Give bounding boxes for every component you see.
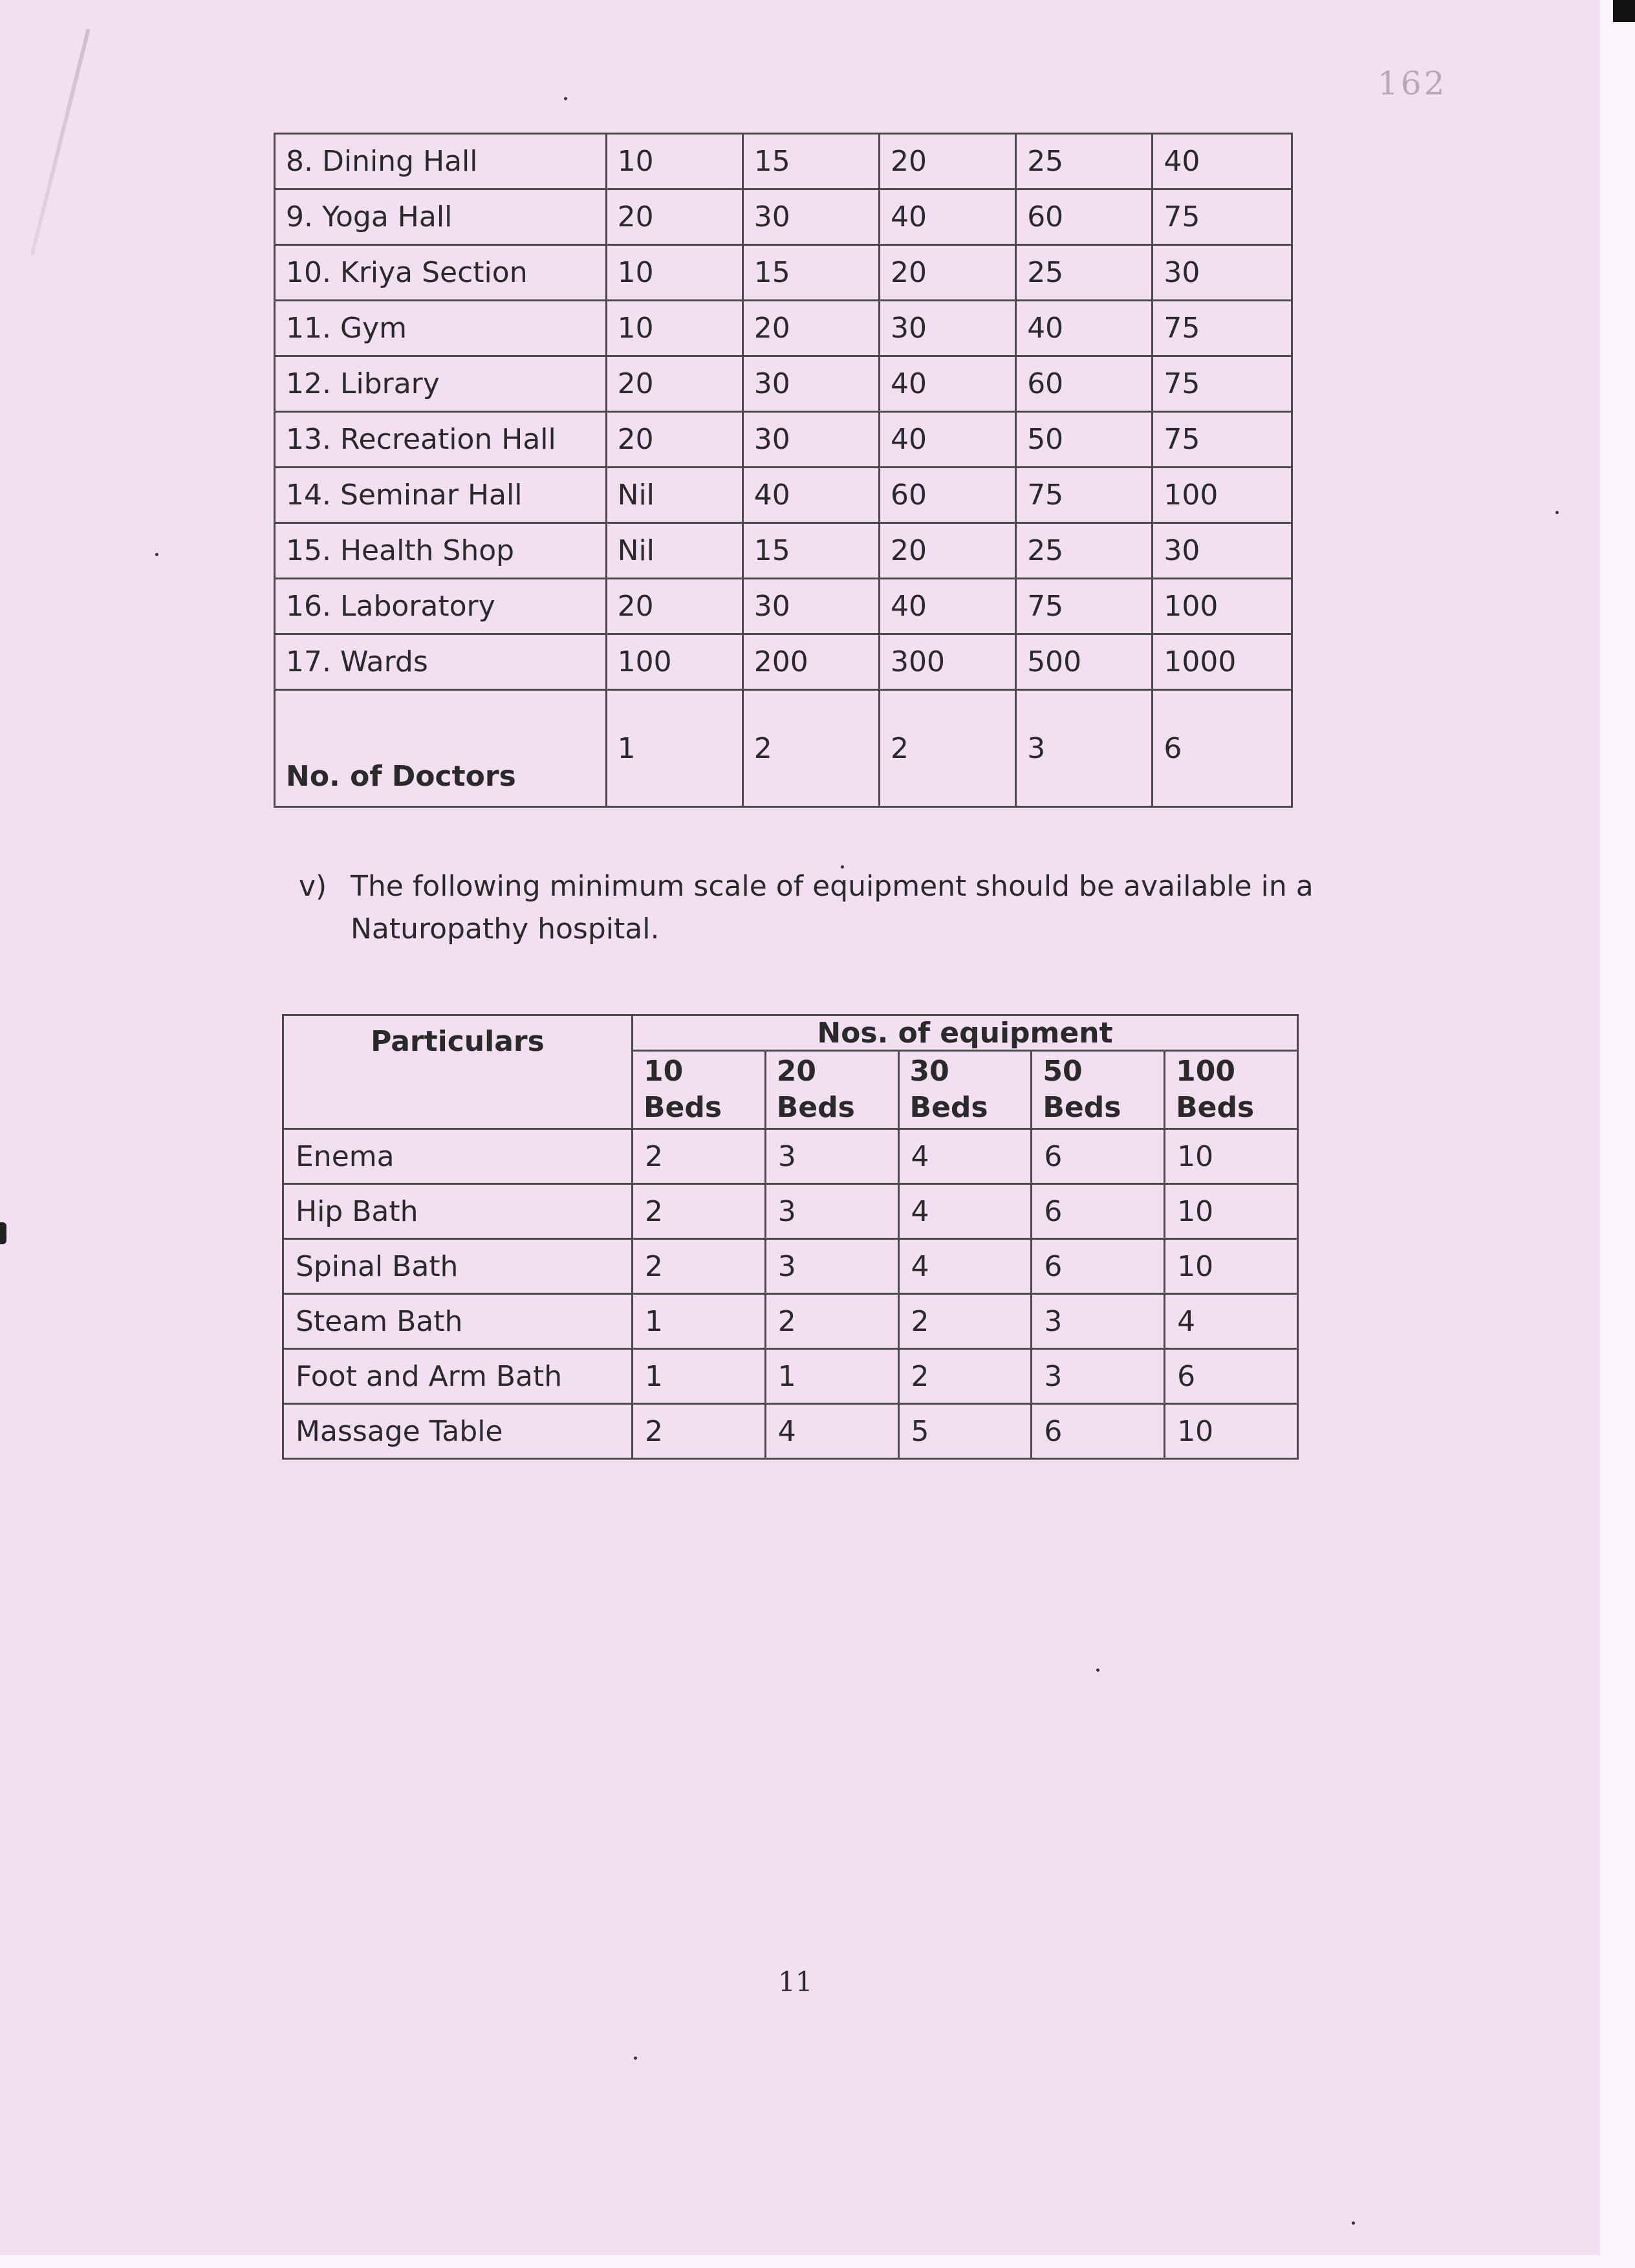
doctors-label: No. of Doctors — [275, 690, 607, 807]
cell-value: 25 — [1016, 523, 1153, 579]
cell-value: 10 — [606, 245, 742, 301]
cell-value: 2 — [632, 1184, 765, 1239]
row-label: 8. Dining Hall — [275, 134, 607, 189]
table-row — [283, 1404, 1298, 1459]
table-row — [283, 1349, 1298, 1404]
cell-value: 40 — [742, 468, 879, 523]
row-label: 17. Wards — [275, 634, 607, 690]
cell-value: 75 — [1153, 189, 1292, 245]
scan-speck — [1555, 511, 1559, 514]
cell-value: 6 — [1032, 1239, 1165, 1294]
cell-value: 10 — [1165, 1129, 1298, 1184]
cell-value: 2 — [765, 1294, 898, 1349]
cell-value: 1000 — [1153, 634, 1292, 690]
cell-value: 25 — [1016, 245, 1153, 301]
table-row — [283, 1184, 1298, 1239]
cell-value: 75 — [1016, 468, 1153, 523]
cell-value: 3 — [1032, 1294, 1165, 1349]
paragraph-line — [299, 865, 1359, 908]
cell-value: 3 — [765, 1239, 898, 1294]
cell-value: 30 — [1153, 523, 1292, 579]
column-header — [898, 1051, 1032, 1129]
cell-value: 20 — [879, 134, 1015, 189]
cell-value: 5 — [898, 1404, 1032, 1459]
row-label: 11. Gym — [275, 301, 607, 356]
row-label: Massage Table — [283, 1404, 633, 1459]
cell-value: 10 — [606, 134, 742, 189]
table-row — [275, 468, 1292, 523]
cell-value: 25 — [1016, 134, 1153, 189]
cell-value: 40 — [879, 412, 1015, 468]
cell-value: 60 — [1016, 356, 1153, 412]
row-label: 15. Health Shop — [275, 523, 607, 579]
cell-value: 6 — [1165, 1349, 1298, 1404]
cell-value: 60 — [879, 468, 1015, 523]
cell-value: 20 — [606, 579, 742, 634]
header-row — [283, 1015, 1298, 1051]
cell-value: 40 — [879, 189, 1015, 245]
column-header — [632, 1051, 765, 1129]
column-header-number: 30 — [909, 1055, 949, 1088]
cell-value: 10 — [1165, 1239, 1298, 1294]
row-label: 12. Library — [275, 356, 607, 412]
list-marker: v) — [299, 870, 327, 903]
cell-value: 1 — [632, 1294, 765, 1349]
cell-value: 60 — [1016, 189, 1153, 245]
punch-hole-mark — [0, 1222, 6, 1244]
row-label: 9. Yoga Hall — [275, 189, 607, 245]
cell-value: 1 — [765, 1349, 898, 1404]
cell-value: 40 — [879, 579, 1015, 634]
scan-speck — [564, 97, 567, 100]
table-row — [283, 1294, 1298, 1349]
cell-value: 6 — [1032, 1404, 1165, 1459]
table-row — [283, 1129, 1298, 1184]
cell-value: 75 — [1153, 412, 1292, 468]
row-label: 10. Kriya Section — [275, 245, 607, 301]
table-row — [275, 579, 1292, 634]
cell-value: 20 — [606, 412, 742, 468]
cell-value: 10 — [606, 301, 742, 356]
cell-value: 2 — [898, 1349, 1032, 1404]
column-header-number: 20 — [776, 1055, 816, 1088]
scan-streak — [30, 29, 91, 256]
cell-value: 75 — [1153, 301, 1292, 356]
particulars-header: Particulars — [283, 1015, 633, 1129]
scan-edge-right — [1600, 0, 1635, 2268]
cell-value: 4 — [898, 1239, 1032, 1294]
cell-value: 1 — [632, 1349, 765, 1404]
cell-value: 2 — [742, 690, 879, 807]
cell-value: 40 — [1153, 134, 1292, 189]
scan-speck — [155, 553, 158, 556]
scan-speck — [634, 2057, 637, 2060]
table-row — [275, 356, 1292, 412]
cell-value: 300 — [879, 634, 1015, 690]
cell-value: 50 — [1016, 412, 1153, 468]
row-label: Enema — [283, 1129, 633, 1184]
cell-value: 30 — [742, 412, 879, 468]
cell-value: 40 — [879, 356, 1015, 412]
cell-value: 3 — [765, 1129, 898, 1184]
cell-value: 20 — [742, 301, 879, 356]
table-row — [275, 189, 1292, 245]
cell-value: 3 — [1032, 1349, 1165, 1404]
table-row — [275, 634, 1292, 690]
margin-annotation: 162 — [1378, 65, 1447, 102]
column-header — [1165, 1051, 1298, 1129]
cell-value: 3 — [765, 1184, 898, 1239]
cell-value: 100 — [1153, 468, 1292, 523]
cell-value: Nil — [606, 468, 742, 523]
equipment-paragraph — [299, 865, 1359, 951]
cell-value: 20 — [606, 356, 742, 412]
row-label: Foot and Arm Bath — [283, 1349, 633, 1404]
cell-value: 2 — [632, 1239, 765, 1294]
table-row — [275, 523, 1292, 579]
table-row — [275, 134, 1292, 189]
table-row — [283, 1239, 1298, 1294]
cell-value: 6 — [1153, 690, 1292, 807]
cell-value: 4 — [1165, 1294, 1298, 1349]
paragraph-text: The following minimum scale of equipment should be available in a — [351, 870, 1314, 903]
cell-value: 2 — [879, 690, 1015, 807]
scan-speck — [1352, 2221, 1355, 2225]
column-header-unit: Beds — [1043, 1091, 1121, 1124]
cell-value: 30 — [879, 301, 1015, 356]
row-label: 13. Recreation Hall — [275, 412, 607, 468]
cell-value: 15 — [742, 523, 879, 579]
cell-value: 3 — [1016, 690, 1153, 807]
cell-value: 4 — [898, 1129, 1032, 1184]
cell-value: 2 — [632, 1404, 765, 1459]
column-header-number: 10 — [643, 1055, 684, 1088]
equipment-table — [282, 1014, 1299, 1460]
cell-value: 500 — [1016, 634, 1153, 690]
cell-value: 6 — [1032, 1184, 1165, 1239]
cell-value: 75 — [1153, 356, 1292, 412]
cell-value: 30 — [1153, 245, 1292, 301]
table-row — [275, 245, 1292, 301]
cell-value: 200 — [742, 634, 879, 690]
page-number: 11 — [778, 1966, 813, 1998]
column-header-unit: Beds — [643, 1091, 722, 1124]
cell-value: 1 — [606, 690, 742, 807]
cell-value: 2 — [898, 1294, 1032, 1349]
cell-value: 15 — [742, 134, 879, 189]
scan-edge-bottom — [0, 2255, 1635, 2268]
cell-value: 15 — [742, 245, 879, 301]
cell-value: 100 — [1153, 579, 1292, 634]
cell-value: 30 — [742, 579, 879, 634]
column-header — [765, 1051, 898, 1129]
cell-value: 75 — [1016, 579, 1153, 634]
cell-value: 4 — [898, 1184, 1032, 1239]
paragraph-line: Naturopathy hospital. — [351, 913, 660, 945]
cell-value: Nil — [606, 523, 742, 579]
row-label: Spinal Bath — [283, 1239, 633, 1294]
cell-value: 6 — [1032, 1129, 1165, 1184]
cell-value: 20 — [879, 523, 1015, 579]
column-header-unit: Beds — [909, 1091, 988, 1124]
cell-value: 4 — [765, 1404, 898, 1459]
cell-value: 100 — [606, 634, 742, 690]
column-header-number: 100 — [1176, 1055, 1235, 1088]
scan-corner-mark — [1613, 0, 1635, 22]
equipment-group-header: Nos. of equipment — [632, 1015, 1297, 1051]
column-header-unit: Beds — [1176, 1091, 1255, 1124]
column-header-number: 50 — [1043, 1055, 1083, 1088]
cell-value: 40 — [1016, 301, 1153, 356]
cell-value: 10 — [1165, 1184, 1298, 1239]
scan-speck — [1096, 1669, 1099, 1672]
doctors-row — [275, 690, 1292, 807]
row-label: 16. Laboratory — [275, 579, 607, 634]
staffing-table — [274, 133, 1293, 808]
row-label: Steam Bath — [283, 1294, 633, 1349]
cell-value: 20 — [606, 189, 742, 245]
table-row — [275, 301, 1292, 356]
column-header — [1032, 1051, 1165, 1129]
cell-value: 30 — [742, 356, 879, 412]
cell-value: 2 — [632, 1129, 765, 1184]
cell-value: 30 — [742, 189, 879, 245]
cell-value: 20 — [879, 245, 1015, 301]
cell-value: 10 — [1165, 1404, 1298, 1459]
row-label: 14. Seminar Hall — [275, 468, 607, 523]
column-header-unit: Beds — [776, 1091, 855, 1124]
row-label: Hip Bath — [283, 1184, 633, 1239]
table-row — [275, 412, 1292, 468]
